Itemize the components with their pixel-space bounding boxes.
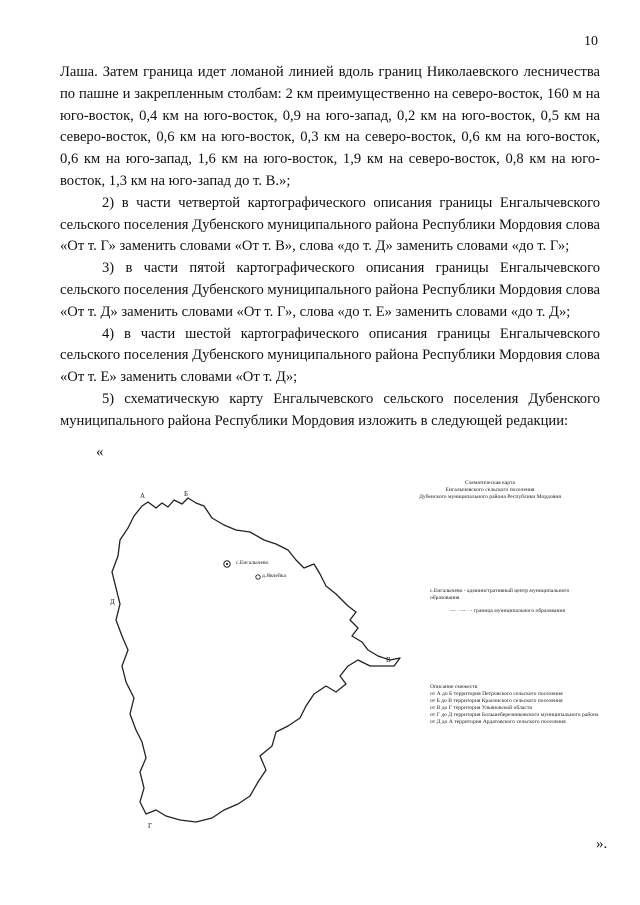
- settlement-label-yavleyka: д.Явлейка: [262, 573, 286, 579]
- engalychevo-marker-dot: [226, 563, 228, 565]
- description-heading: Описание смежеств: [430, 684, 478, 690]
- body-text: [60, 62, 600, 433]
- map-title-line-3: Дубенского муниципального района Республики Мордовия: [419, 494, 561, 500]
- closing-quote: ».: [596, 836, 608, 852]
- description-line: от Г до Д территория Большеберезниковского муниципального района: [430, 712, 599, 718]
- boundary-description: [430, 684, 630, 726]
- map-title-line-1: Схематическая карта: [465, 480, 515, 486]
- paragraph-continuation: Лаша. Затем граница идет ломаной линией вдоль границ Николаевского лесничества по пашне и закрепленным столбам: 2 км преимущественно на северо-восток, 160 м на юго-восток, 0,4 км на юго-восток, 0,9 на юго-запад, 0,2 км на юго-восток, 0,5 км на северо-восток, 0,6 км на юго-восток, 0,3 км на северо-восток, 0,6 км на юго-восток, 0,6 км на юго-запад, 1,6 км на юго-восток, 1,9 км на северо-восток, 0,8 км на юго-восток, 1,3 км на юго-запад до т. В.»;: [60, 64, 600, 189]
- map-title-line-2: Енгалычевского сельского поселения: [445, 487, 535, 493]
- opening-quote: «: [96, 444, 104, 460]
- paragraph-item-2: 2) в части четвертой картографического описания границы Енгалычевского сельского поселения Дубенского муниципального района Республики Мордовия слова «От т. Г» заменить словами «От т. В», слова «до т. Д» заменить словами «до т. Г»;: [60, 194, 600, 255]
- paragraph-item-5: 5) схематическую карту Енгалычевского сельского поселения Дубенского муниципального района Республики Мордовия изложить в следующей редакции:: [60, 390, 600, 429]
- page-number: 10: [584, 34, 598, 49]
- description-line: от Б до В территория Красинского сельского поселения: [430, 698, 563, 704]
- description-line: от Д до А территория Ардатовского сельского поселения: [430, 719, 566, 725]
- point-d: Д: [110, 598, 115, 606]
- description-line: от А до Б территория Петровского сельского поселения: [430, 691, 563, 697]
- paragraph-item-4: 4) в части шестой картографического описания границы Енгалычевского сельского поселения Дубенского муниципального района Республики Мордовия слова «От т. Е» заменить словами «От т. Д»;: [60, 325, 600, 386]
- description-line: от В до Г территория Ульяновской области: [430, 705, 533, 711]
- yavleyka-marker: [256, 575, 260, 579]
- point-a: А: [140, 492, 146, 500]
- paragraph-item-3: 3) в части пятой картографического описания границы Енгалычевского сельского поселения Дубенского муниципального района Республики Мордовия слова «От т. Д» заменить словами «От т. Г», слова «до т. Е» заменить словами «до т. Д»;: [60, 260, 600, 320]
- point-g: Г: [148, 822, 153, 830]
- settlement-boundary: [112, 498, 400, 822]
- point-v: В: [386, 656, 391, 664]
- map-outline-svg: [100, 470, 630, 840]
- legend-boundary: — · — · - граница муниципального образования: [450, 608, 566, 614]
- schematic-map: [100, 470, 630, 840]
- point-b: Б: [184, 490, 189, 498]
- settlement-label-engalychevo: с.Енгалычево: [236, 560, 269, 566]
- legend-admin-center: с.Енгалычево - административный центр муниципального образования: [430, 588, 570, 601]
- map-title: [390, 480, 590, 501]
